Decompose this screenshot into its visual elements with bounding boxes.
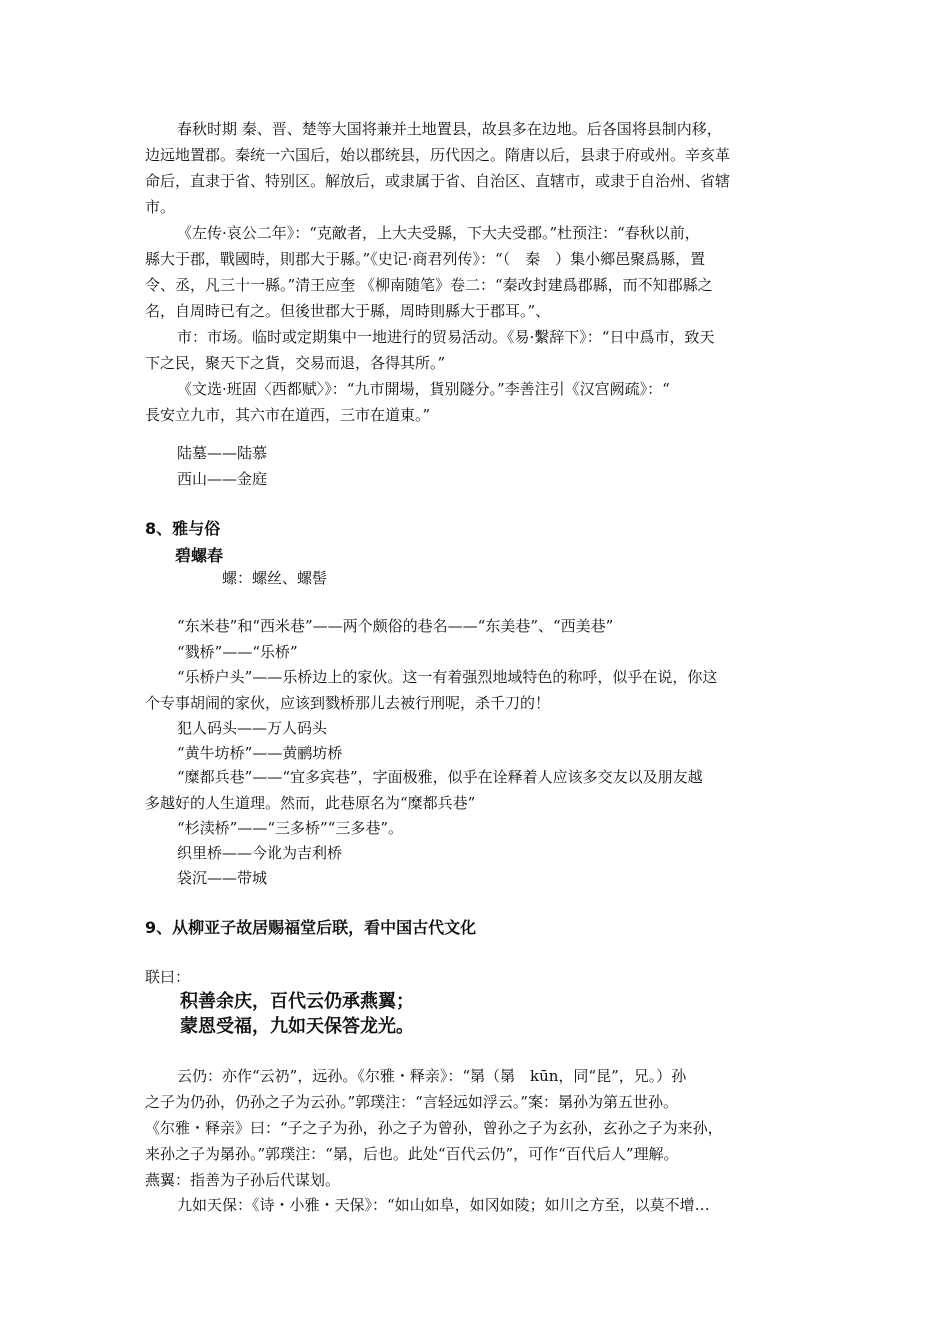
paragraph-zuozhuan-quote <box>145 220 805 324</box>
section-heading-9: 9、从柳亚子故居赐福堂后联，看中国古代文化 <box>145 918 477 937</box>
couplet-line: 蒙恩受福，九如天保答龙光。 <box>180 1016 414 1037</box>
street-name-item <box>145 764 805 816</box>
text-line: 長安立九市，其六市在道西，三市在道東。” <box>145 406 431 424</box>
paragraph-wenxuan-quote <box>145 376 805 428</box>
text-line: 云仍：亦作“云礽”，远孙。《尔雅・释亲》：“晜（晜 kūn，同“昆”，兄。）孙 <box>177 1067 687 1085</box>
street-name-item: “戮桥”——“乐桥” <box>177 643 298 661</box>
text-line: 春秋时期 秦、晋、楚等大国将兼并土地置县，故县多在边地。后各国将县制内移， <box>177 120 722 138</box>
street-name-item: “黄牛坊桥”——黄鹂坊桥 <box>177 744 343 762</box>
text-line: 多越好的人生道理。然而，此巷原名为“糜都兵巷” <box>145 794 476 812</box>
text-line: “乐桥户头”——乐桥边上的家伙。这一有着强烈地域特色的称呼，似乎在说，你这 <box>177 668 718 686</box>
text-line: 名，自周時已有之。但後世郡大于縣，周時則縣大于郡耳。”、 <box>145 302 551 320</box>
street-name-item: “杉渎桥”——“三多桥”“三多巷”。 <box>177 819 404 837</box>
couplet-line: 积善余庆，百代云仍承燕翼； <box>180 991 414 1012</box>
text-line: 《左传·哀公二年》：“克敵者，上大夫受縣，下大夫受郡。”杜预注：“春秋以前， <box>177 224 700 242</box>
text-line: 边远地置郡。秦统一六国后，始以郡统县，历代因之。隋唐以后，县隶于府或州。辛亥革 <box>145 146 731 164</box>
name-pair: 西山——金庭 <box>177 470 268 488</box>
text-line: 燕翼：指善为子孙后代谋划。 <box>145 1171 341 1189</box>
text-line: 市。 <box>145 198 176 216</box>
street-name-item <box>145 664 805 716</box>
name-pair: 陆墓——陆慕 <box>177 444 268 462</box>
text-line: 来孙之子为晜孙。”郭璞注：“晜，后也。此处“百代云仍”，可作“百代后人”理解。 <box>145 1145 679 1163</box>
text-line: 九如天保：《诗・小雅・天保》：“如山如阜，如冈如陵；如川之方至，以莫不增… <box>177 1196 710 1214</box>
text-line: 之子为仍孙，仍孙之子为云孙。”郭璞注：“言轻远如浮云。”案：晜孙为第五世孙。 <box>145 1093 679 1111</box>
paragraph-yunreng <box>145 1063 805 1193</box>
section-subheading: 碧螺春 <box>175 546 224 565</box>
text-line: 市：市场。临时或定期集中一地进行的贸易活动。《易·繫辞下》：“日中爲市，致天 <box>177 328 715 346</box>
paragraph-shi-market <box>145 324 805 376</box>
paragraph-county-history <box>145 116 805 220</box>
text-line: “糜都兵巷”——“宜多宾巷”，字面极雅，似乎在诠释着人应该多交友以及朋友越 <box>177 768 703 786</box>
text-line: 个专事胡闹的家伙，应该到戮桥那儿去被行刑呢，杀千刀的！ <box>145 694 551 712</box>
street-name-item: “东米巷”和“西米巷”——两个颇俗的巷名——“东美巷”、“西美巷” <box>177 617 614 635</box>
text-line: 《尔雅・释亲》曰：“子之子为孙，孙之子为曾孙，曾孙之子为玄孙，玄孙之子为来孙， <box>145 1119 723 1137</box>
street-name-item: 袋沉——带城 <box>177 869 268 887</box>
luo-note: 螺：螺丝、螺髻 <box>222 569 328 587</box>
section-heading-8: 8、雅与俗 <box>145 519 221 538</box>
street-name-item: 犯人码头——万人码头 <box>177 719 328 737</box>
text-line: 下之民，聚天下之貨，交易而退，各得其所。” <box>145 354 446 372</box>
paragraph-jiuru <box>145 1192 805 1218</box>
text-line: 《文选·班固〈西都赋〉》：“九市開場，貨别隧分。”李善注引《汉宫阙疏》：“ <box>177 380 670 398</box>
text-line: 命后，直隶于省、特别区。解放后，或隶属于省、自治区、直辖市，或隶于自治州、省辖 <box>145 172 731 190</box>
street-name-item: 织里桥——今讹为吉利桥 <box>177 844 343 862</box>
text-line: 令、丞，凡三十一縣。”清王应奎 《柳南随笔》卷二：“秦改封建爲郡縣，而不知郡縣之 <box>145 276 713 294</box>
text-line: 縣大于郡，戰國時，則郡大于縣。”《史记·商君列传》：“（ 秦 ）集小鄉邑聚爲縣，置 <box>145 250 706 268</box>
couplet-intro: 联曰： <box>145 968 191 986</box>
